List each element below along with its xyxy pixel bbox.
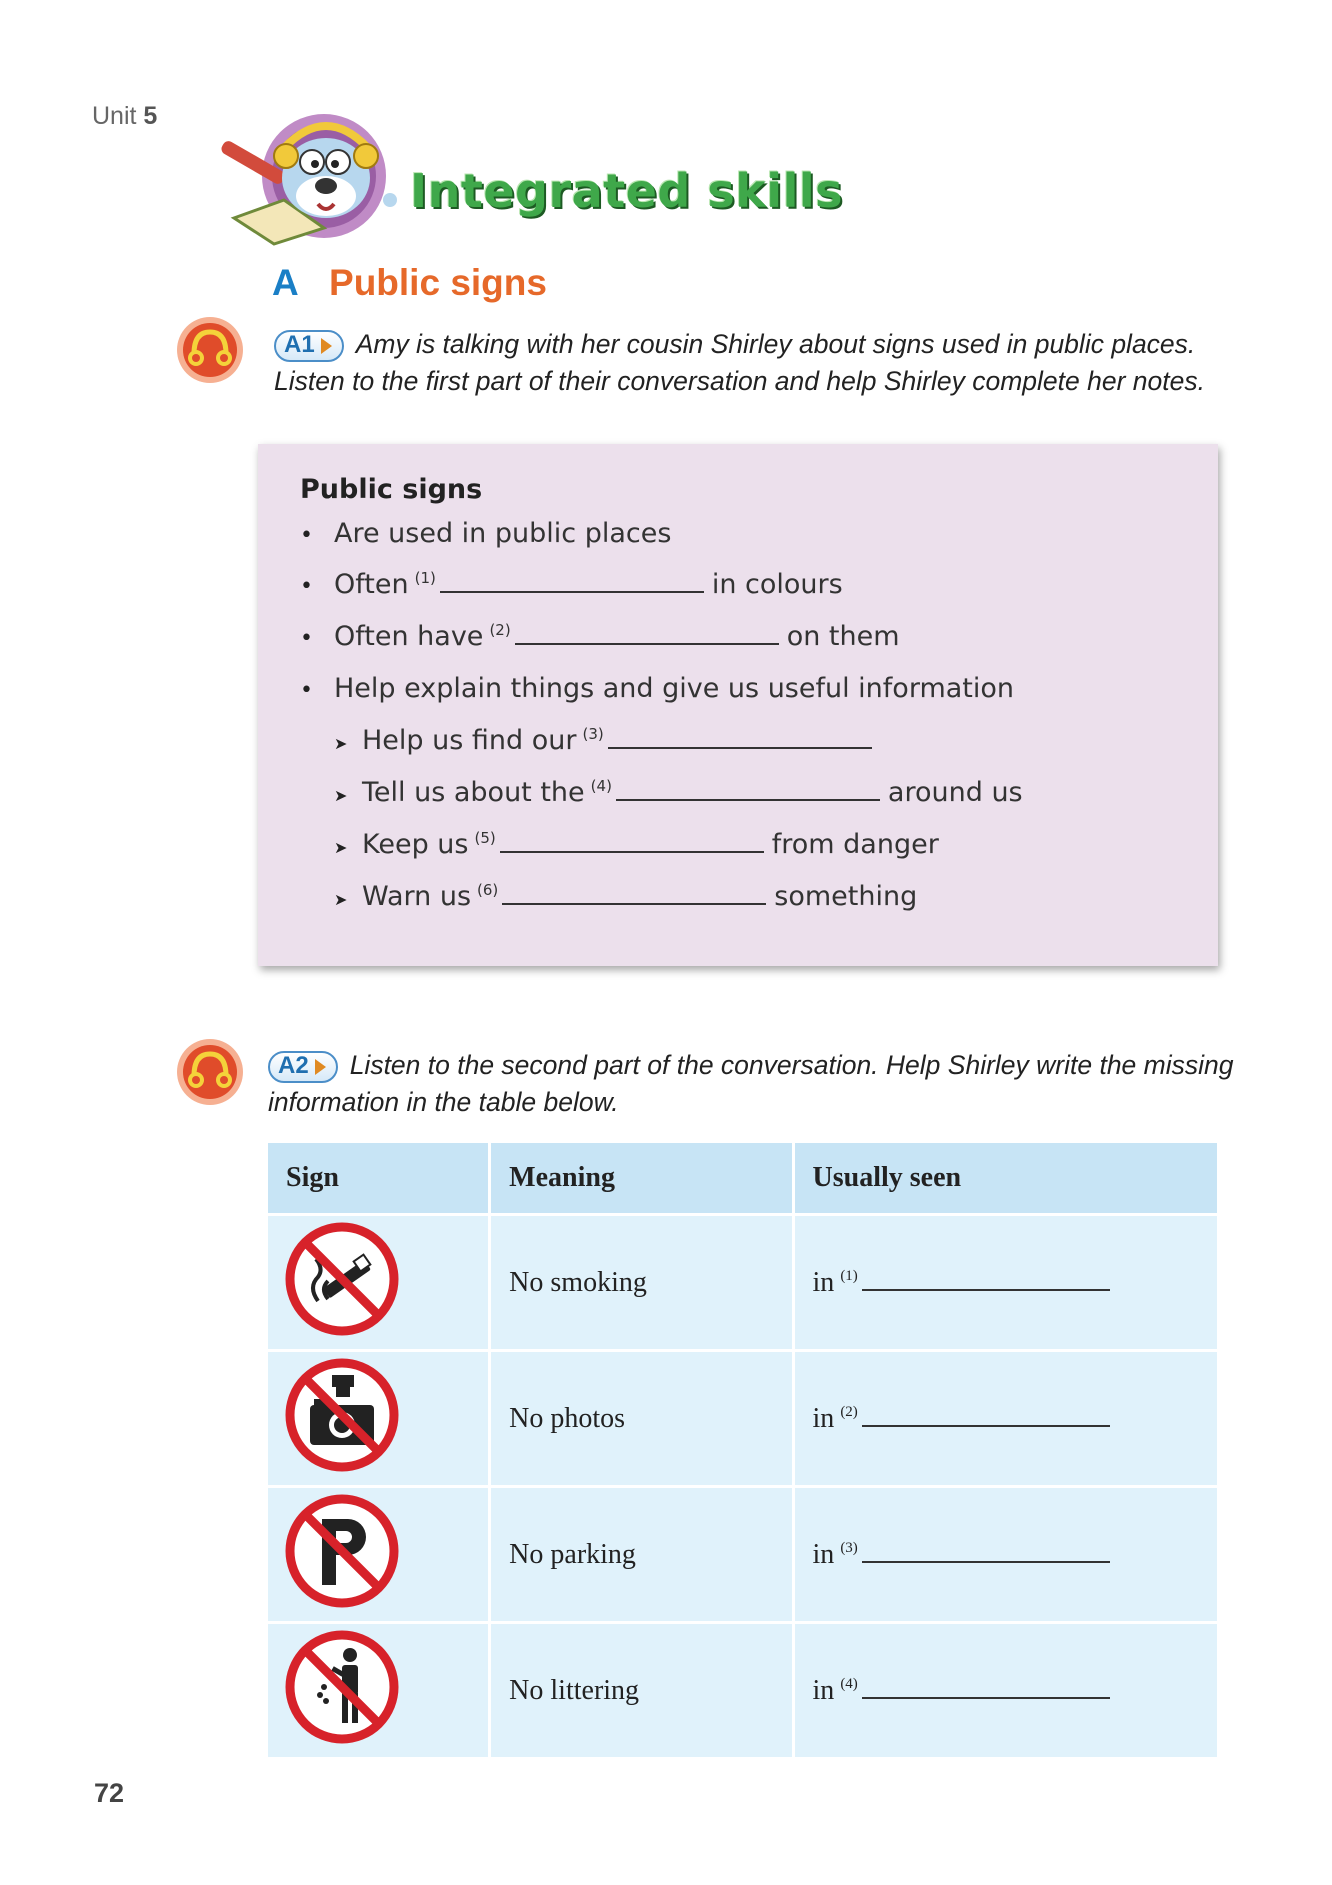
note-bullet: [300, 621, 900, 652]
sign-cell: [268, 1351, 490, 1487]
a2-instruction: [268, 1047, 1233, 1121]
notes-title: Public signs: [300, 474, 483, 505]
usually-seen-cell: [793, 1215, 1218, 1351]
blank-number: (5): [474, 829, 496, 847]
no-littering-icon: [284, 1629, 400, 1745]
note-text: Help explain things and give us useful information: [334, 673, 1015, 704]
a1-audio-badge[interactable]: [274, 330, 344, 362]
table-row: [268, 1215, 1219, 1351]
blank-number: (2): [840, 1404, 858, 1421]
blank-number: (6): [477, 881, 499, 899]
headphones-listen-icon[interactable]: [174, 314, 246, 386]
unit-label: [92, 102, 157, 131]
usually-seen-cell: [793, 1351, 1218, 1487]
answer-blank[interactable]: [515, 621, 779, 645]
table-header-row: [268, 1143, 1219, 1215]
note-bullet: [300, 518, 671, 549]
blank-number: (1): [840, 1268, 858, 1285]
note-text: Are used in public places: [334, 518, 672, 549]
note-text: Help us find our: [362, 725, 577, 756]
meaning-cell: No photos: [490, 1351, 793, 1487]
mascot-dog-icon: [214, 108, 404, 248]
unit-number: 5: [143, 102, 158, 130]
part-a-heading: [272, 262, 547, 304]
sign-cell: [268, 1623, 490, 1758]
answer-blank[interactable]: [440, 569, 704, 593]
a2-instruction-line1: Listen to the second part of the conversation. Help Shirley write the missing: [349, 1050, 1234, 1080]
in-word: in: [812, 1674, 835, 1706]
a1-badge-label: A1: [284, 331, 315, 358]
header-meaning: Meaning: [490, 1143, 793, 1215]
play-icon: [315, 1059, 326, 1075]
answer-blank[interactable]: [502, 881, 766, 905]
header-usually-seen: Usually seen: [793, 1143, 1218, 1215]
in-word: in: [812, 1266, 835, 1298]
play-icon: [321, 338, 332, 354]
blank-number: (4): [590, 777, 612, 795]
note-text: around us: [887, 777, 1023, 808]
headphones-listen-icon[interactable]: [174, 1036, 246, 1108]
arrow-bullet-icon: ➤: [334, 838, 348, 857]
answer-blank[interactable]: [616, 777, 880, 801]
in-word: in: [812, 1402, 835, 1434]
note-text: Often: [334, 569, 409, 600]
arrow-bullet-icon: ➤: [334, 786, 348, 805]
signs-table: [268, 1143, 1220, 1757]
usually-seen-cell: [793, 1623, 1218, 1758]
sign-cell: [268, 1215, 490, 1351]
meaning-cell: No littering: [490, 1623, 793, 1758]
note-text: from danger: [771, 829, 939, 860]
meaning-cell: No smoking: [490, 1215, 793, 1351]
note-sub-item: [334, 829, 939, 860]
answer-blank[interactable]: [862, 1675, 1110, 1699]
answer-blank[interactable]: [500, 829, 764, 853]
blank-number: (4): [840, 1676, 858, 1693]
no-smoking-icon: [284, 1221, 400, 1337]
no-parking-icon: [284, 1493, 400, 1609]
part-title: Public signs: [329, 262, 547, 303]
bullet-dot-icon: •: [300, 523, 313, 548]
note-sub-item: [334, 725, 880, 756]
a1-instruction-line1: Amy is talking with her cousin Shirley about signs used in public places.: [355, 329, 1196, 359]
note-bullet: [300, 673, 1014, 704]
no-photos-icon: [284, 1357, 400, 1473]
table-row: [268, 1487, 1219, 1623]
notes-card: [258, 444, 1218, 966]
bullet-dot-icon: •: [300, 678, 313, 703]
note-text: on them: [786, 621, 900, 652]
bullet-dot-icon: •: [300, 574, 313, 599]
part-letter: A: [272, 262, 299, 303]
a2-badge-label: A2: [278, 1052, 309, 1079]
blank-number: (3): [582, 725, 604, 743]
meaning-cell: No parking: [490, 1487, 793, 1623]
in-word: in: [812, 1538, 835, 1570]
section-title: Integrated skills: [410, 164, 843, 218]
unit-word: Unit: [92, 102, 137, 130]
header-sign: Sign: [268, 1143, 490, 1215]
blank-number: (2): [489, 621, 511, 639]
note-bullet: [300, 569, 843, 600]
sign-cell: [268, 1487, 490, 1623]
answer-blank[interactable]: [862, 1539, 1110, 1563]
blank-number: (1): [414, 569, 436, 587]
a1-instruction: [274, 326, 1205, 400]
answer-blank[interactable]: [862, 1403, 1110, 1427]
note-text: Warn us: [362, 881, 472, 912]
note-sub-item: [334, 777, 1023, 808]
page-number: 72: [94, 1778, 125, 1808]
answer-blank[interactable]: [608, 725, 872, 749]
a1-instruction-line2: Listen to the first part of their conversation and help Shirley complete her notes.: [274, 366, 1205, 396]
arrow-bullet-icon: ➤: [334, 890, 348, 909]
arrow-bullet-icon: ➤: [334, 734, 348, 753]
blank-number: (3): [840, 1540, 858, 1557]
a2-audio-badge[interactable]: [268, 1051, 338, 1083]
note-text: Tell us about the: [362, 777, 585, 808]
a2-instruction-line2: information in the table below.: [268, 1087, 619, 1117]
bullet-dot-icon: •: [300, 626, 313, 651]
usually-seen-cell: [793, 1487, 1218, 1623]
note-text: in colours: [711, 569, 843, 600]
table-row: [268, 1623, 1219, 1758]
note-text: Keep us: [362, 829, 469, 860]
note-text: something: [774, 881, 918, 912]
table-row: [268, 1351, 1219, 1487]
note-sub-item: [334, 881, 917, 912]
note-text: Often have: [334, 621, 484, 652]
answer-blank[interactable]: [862, 1267, 1110, 1291]
